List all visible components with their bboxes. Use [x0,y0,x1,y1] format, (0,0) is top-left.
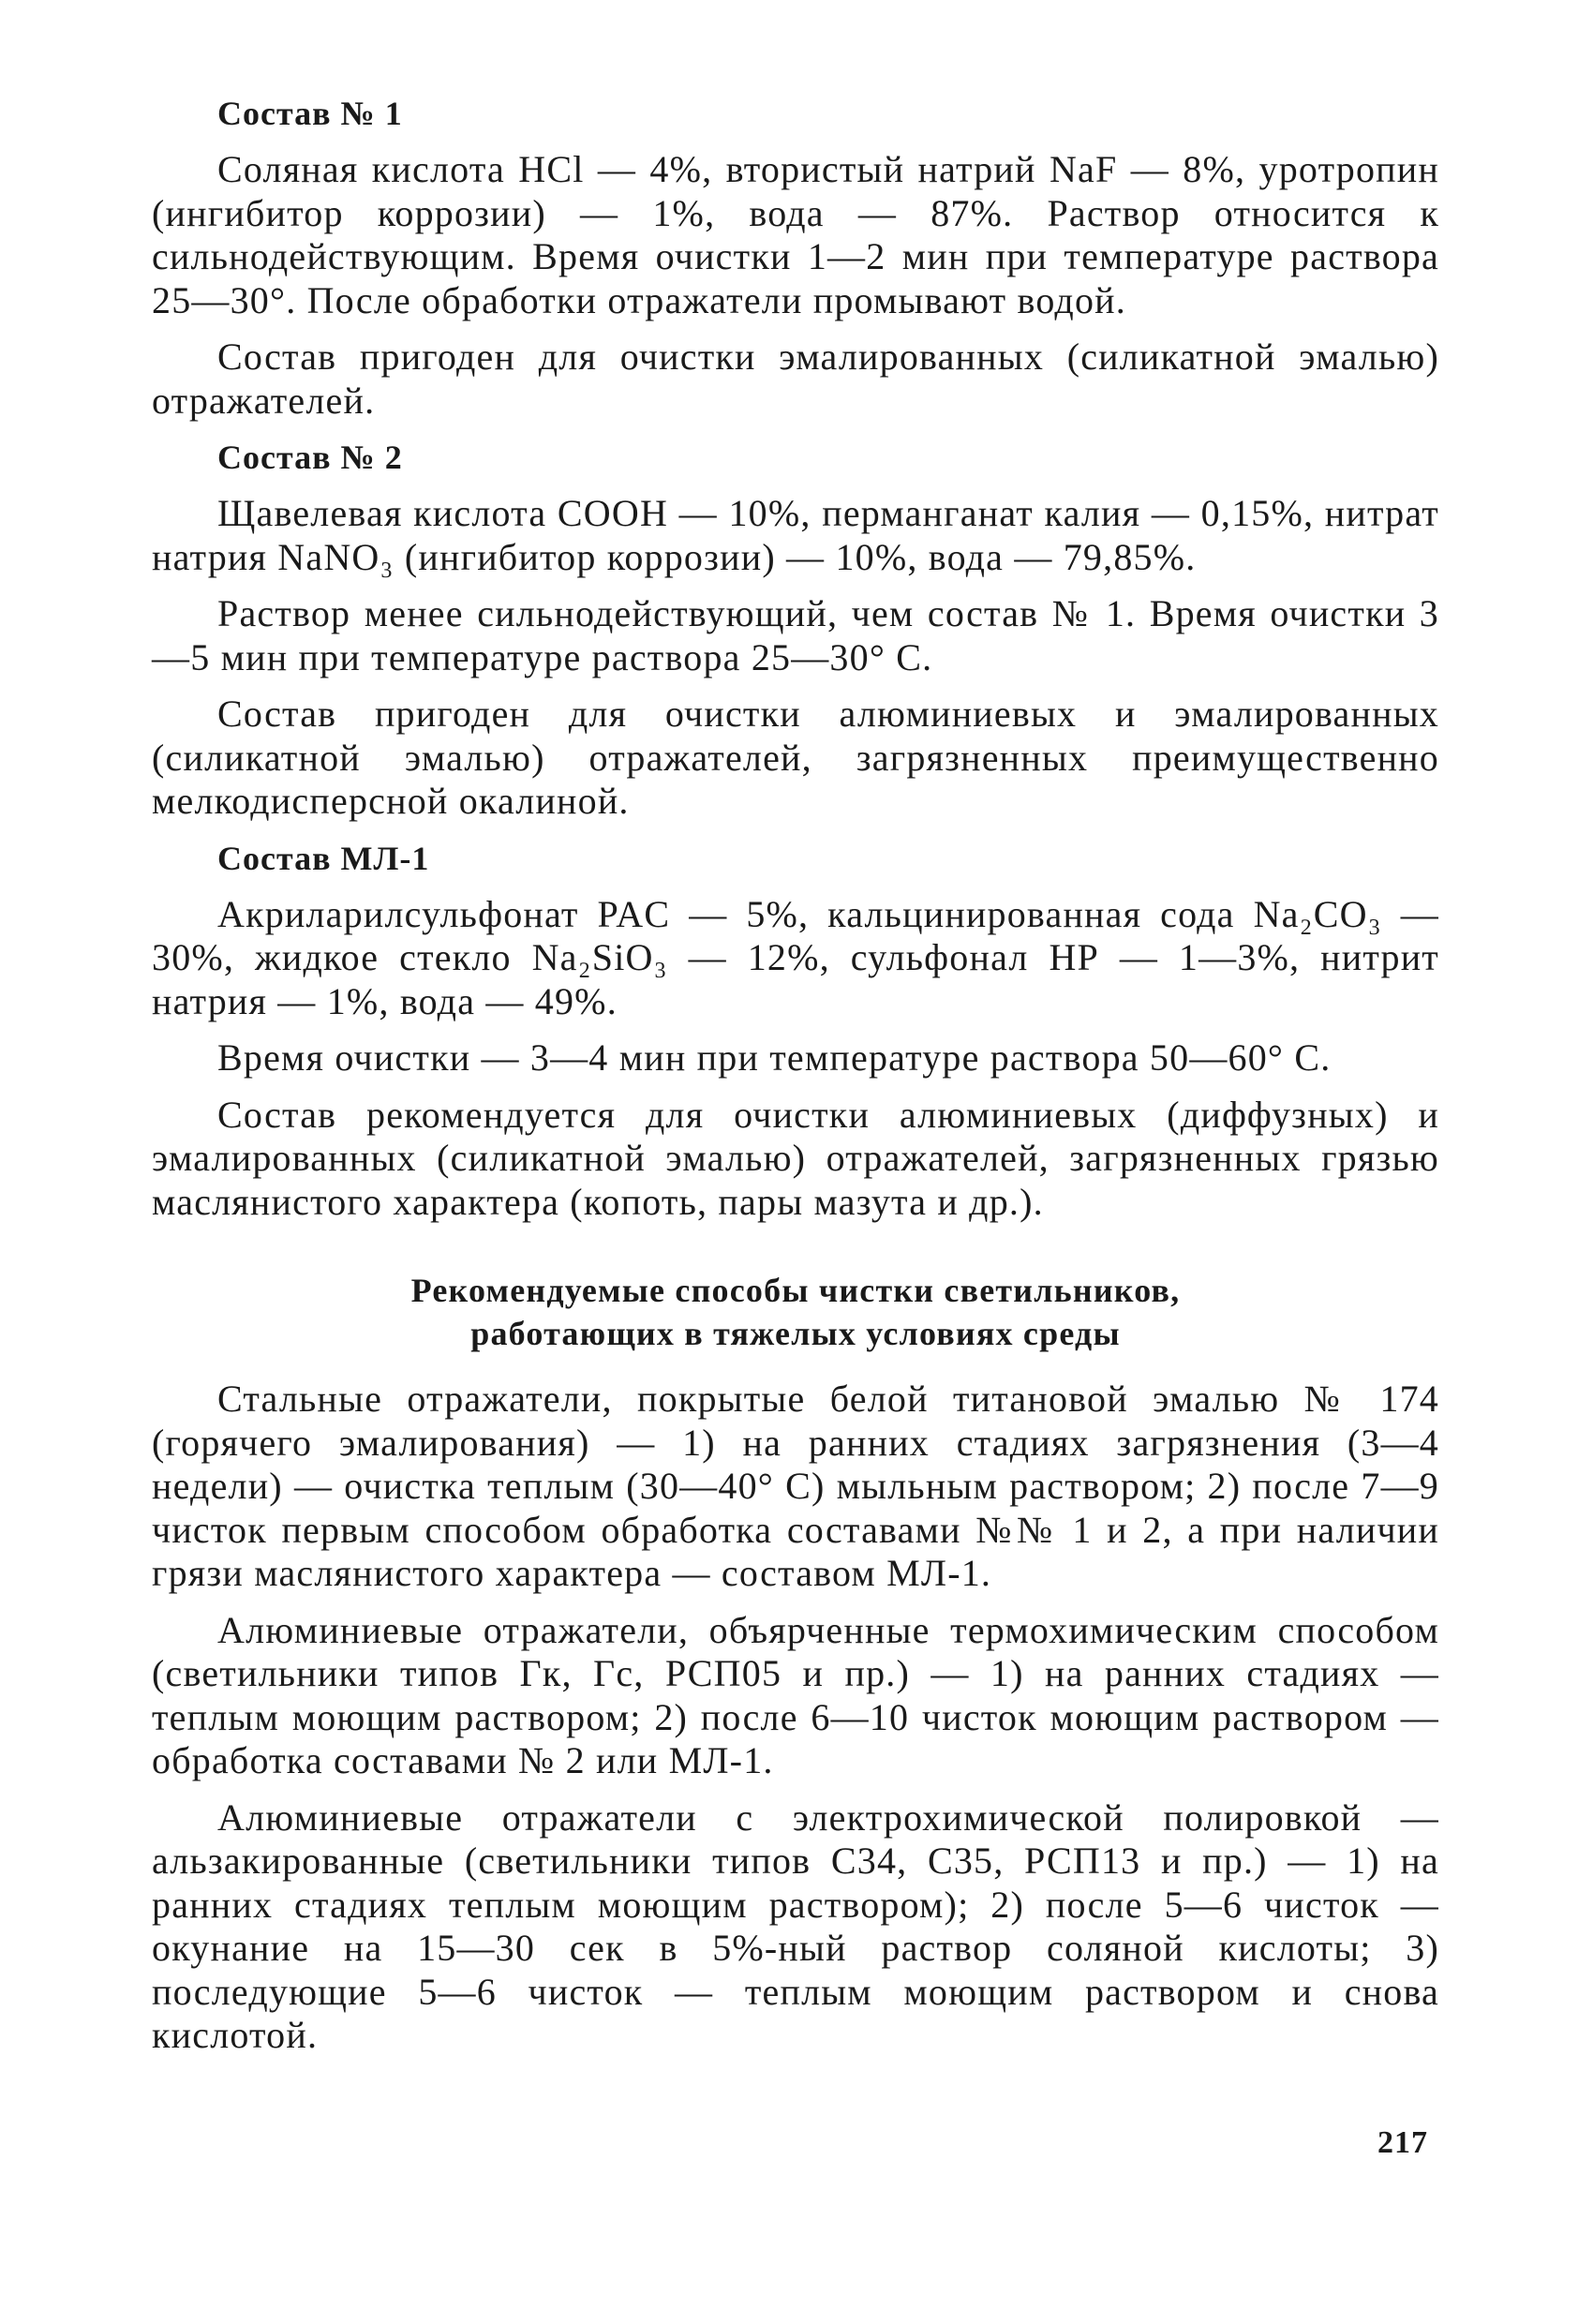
composition-2-usage: Состав пригоден для очистки алюминиевых и эмалированных (силикатной эмалью) отражателей, загрязненных преимущественно мелкодисперсной окалиной. [152,693,1439,822]
page-content [152,92,1439,2071]
composition-ml1-formula: Акриларилсульфонат PAC — 5%, кальцинированная сода Na₂CO₃ — 30%, жидкое стекло Na₂SiO₃ — 12%, сульфонал НР — 1—3%, нитрит натрия — 1%, вода — 49%. [152,892,1439,1022]
composition-1-formula: Соляная кислота HCl — 4%, втористый натрий NaF — 8%, уротропин (ингибитор коррозии) — 1%, вода — 87%. Раствор относится к сильнодействующим. Время очистки 1—2 мин при температуре раствора 25—30°. После обработки отражатели промывают водой. [152,148,1439,321]
section-title-line-2: работающих в тяжелых условиях среды [470,1315,1121,1352]
heading-composition-1: Состав № 1 [217,95,403,132]
page-number: 217 [1377,2125,1428,2160]
section-title-line-1: Рекомендуемые способы чистки светильников, [410,1272,1181,1309]
composition-2-strength: Раствор менее сильнодействующий, чем состав № 1. Время очистки 3—5 мин при температуре раствора 25—30° C. [152,592,1439,678]
method-steel-reflectors: Стальные отражатели, покрытые белой титановой эмалью № 174 (горячего эмалирования) — 1) на ранних стадиях загрязнения (3—4 недели) — очистка теплым (30—40° C) мыльным раствором; 2) после 7—9 чисток первым способом обработка составами №№ 1 и 2, а при наличии грязи маслянистого характера — составом МЛ-1. [152,1378,1439,1594]
composition-1-usage: Состав пригоден для очистки эмалированных (силикатной эмалью) отражателей. [152,335,1439,422]
heading-composition-ml1: Состав МЛ-1 [217,839,430,877]
method-aluminium-electrochemical: Алюминиевые отражатели с электрохимической полировкой — альзакированные (светильники типов С34, С35, РСП13 и пр.) — 1) на ранних стадиях теплым моющим раствором); 2) после 5—6 чисток — окунание на 15—30 сек в 5%-ный раствор соляной кислоты; 3) последующие 5—6 чисток — теплым моющим раствором и снова кислотой. [152,1795,1439,2056]
composition-2-formula: Щавелевая кислота COOH — 10%, перманганат калия — 0,15%, нитрат натрия NaNO₃ (ингибитор коррозии) — 10%, вода — 79,85%. [152,492,1439,578]
composition-ml1-usage: Состав рекомендуется для очистки алюминиевых (диффузных) и эмалированных (силикатной эмалью) отражателей, загрязненных грязью маслянистого характера (копоть, пары мазута и др.). [152,1093,1439,1223]
method-aluminium-thermochemical: Алюминиевые отражатели, объярченные термохимическим способом (светильники типов Гк, Гс, РСП05 и пр.) — 1) на ранних стадиях — теплым моющим раствором; 2) после 6—10 чисток моющим раствором — обработка составами № 2 или МЛ-1. [152,1608,1439,1781]
composition-ml1-time: Время очистки — 3—4 мин при температуре раствора 50—60° C. [217,1036,1332,1079]
heading-composition-2: Состав № 2 [217,439,403,476]
section-title-cleaning-methods [152,1269,1439,1355]
